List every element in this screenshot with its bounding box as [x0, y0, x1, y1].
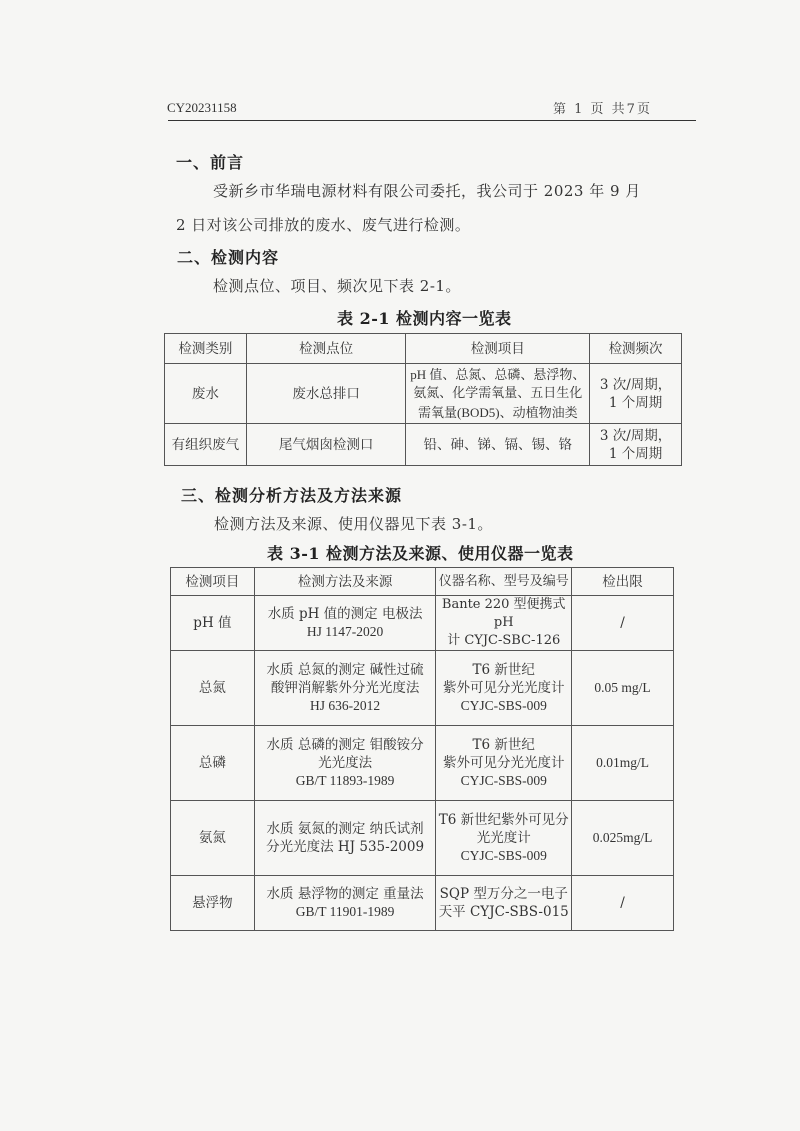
method-cell [254, 726, 436, 801]
limit-cell: / [572, 596, 674, 651]
table-row [165, 364, 682, 424]
method-line: 光光度法 [318, 755, 373, 771]
method-line: 水质 悬浮物的测定 重量法 [266, 886, 424, 902]
instrument-line: 天平 CYJC-SBS-015 [438, 904, 569, 920]
freq-cell [590, 424, 682, 466]
method-cell [254, 801, 436, 876]
report-number: CY20231158 [167, 100, 237, 115]
table-header-row [171, 568, 674, 596]
item-cell: 总磷 [171, 726, 255, 801]
instrument-cell [436, 876, 572, 931]
instrument-line: Bante 220 型便携式 pH [441, 597, 566, 630]
section-1-para-line1: 受新乡市华瑞电源材料有限公司委托，我公司于 2023 年 9 月 [213, 182, 641, 200]
instrument-line: 紫外可见分光光度计 [442, 755, 565, 771]
instrument-line: T6 新世纪 [472, 737, 535, 753]
section-1-para-line2: 2 日对该公司排放的废水、废气进行检测。 [176, 216, 471, 234]
method-line: 水质 总磷的测定 钼酸铵分 [266, 737, 424, 753]
instrument-cell [436, 726, 572, 801]
items-cell [406, 364, 590, 424]
table-3-1 [170, 567, 674, 931]
freq-line: 1 个周期 [608, 394, 663, 411]
header-cell: 检出限 [572, 568, 674, 596]
instrument-line: CYJC-SBS-009 [460, 698, 547, 713]
table-row [171, 596, 674, 651]
instrument-cell [436, 596, 572, 651]
table-row [171, 876, 674, 931]
limit-cell: 0.05 mg/L [572, 651, 674, 726]
table-row [171, 651, 674, 726]
section-3-title: 三、检测分析方法及方法来源 [181, 486, 403, 505]
instrument-line: SQP 型万分之一电子 [439, 886, 568, 902]
instrument-line: 计 CYJC-SBC-126 [447, 633, 561, 648]
method-line: 分光光度法 HJ 535-2009 [266, 839, 425, 855]
location-cell: 尾气烟囱检测口 [246, 424, 406, 466]
item-cell: pH 值 [171, 596, 255, 651]
table-2-1 [164, 333, 682, 466]
instrument-cell [436, 651, 572, 726]
method-line: GB/T 11893-1989 [295, 773, 395, 788]
method-line: HJ 636-2012 [310, 698, 381, 713]
page-info: 第 1 页 共7页 [553, 102, 652, 117]
category-cell: 有组织废气 [165, 424, 247, 466]
table-row [171, 726, 674, 801]
section-1-title: 一、前言 [176, 153, 245, 172]
table-row [171, 801, 674, 876]
method-line: GB/T 11901-1989 [295, 904, 395, 919]
header-cell: 检测方法及来源 [254, 568, 436, 596]
item-cell: 氨氮 [171, 801, 255, 876]
instrument-line: CYJC-SBS-009 [460, 773, 547, 788]
table-row [165, 424, 682, 466]
header-cell: 检测项目 [406, 334, 590, 364]
freq-line: 3 次/周期， [599, 376, 672, 393]
header-cell: 检测类别 [165, 334, 247, 364]
table-2-1-caption: 表 2-1 检测内容一览表 [337, 309, 512, 328]
method-line: 水质 氨氮的测定 纳氏试剂 [266, 821, 424, 837]
method-line: HJ 1147-2020 [306, 624, 384, 639]
items-line: 氨氮、化学需氧量、五日生化 [413, 386, 583, 401]
item-cell: 总氮 [171, 651, 255, 726]
category-cell: 废水 [165, 364, 247, 424]
method-line: 水质 总氮的测定 碱性过硫 [266, 662, 424, 678]
items-cell: 铅、砷、锑、镉、锡、铬 [406, 424, 590, 466]
limit-cell: 0.025mg/L [572, 801, 674, 876]
method-line: 酸钾消解紫外分光光度法 [270, 680, 420, 696]
freq-cell [590, 364, 682, 424]
header-cell: 仪器名称、型号及编号 [436, 568, 572, 596]
header-cell: 检测频次 [590, 334, 682, 364]
section-3-para: 检测方法及来源、使用仪器见下表 3-1。 [214, 515, 493, 533]
instrument-line: T6 新世纪紫外可见分 [438, 812, 569, 828]
instrument-line: T6 新世纪 [472, 662, 535, 678]
method-line: 水质 pH 值的测定 电极法 [267, 606, 423, 622]
instrument-cell [436, 801, 572, 876]
method-cell [254, 876, 436, 931]
instrument-line: 光光度计 [476, 830, 531, 846]
location-cell: 废水总排口 [246, 364, 406, 424]
table-header-row [165, 334, 682, 364]
section-2-title: 二、检测内容 [177, 248, 280, 267]
instrument-line: 紫外可见分光光度计 [442, 680, 565, 696]
instrument-line: CYJC-SBS-009 [460, 848, 547, 863]
header-cell: 检测点位 [246, 334, 406, 364]
section-2-para: 检测点位、项目、频次见下表 2-1。 [213, 277, 461, 295]
header-cell: 检测项目 [171, 568, 255, 596]
header-divider [168, 120, 696, 121]
items-line: 需氧量(BOD5)、动植物油类 [417, 405, 578, 420]
table-3-1-caption: 表 3-1 检测方法及来源、使用仪器一览表 [267, 544, 574, 563]
items-line: pH 值、总氮、总磷、悬浮物、 [410, 367, 586, 382]
limit-cell: / [572, 876, 674, 931]
limit-cell: 0.01mg/L [572, 726, 674, 801]
method-cell [254, 596, 436, 651]
item-cell: 悬浮物 [171, 876, 255, 931]
method-cell [254, 651, 436, 726]
freq-line: 1 个周期 [608, 445, 663, 462]
freq-line: 3 次/周期， [599, 427, 672, 444]
